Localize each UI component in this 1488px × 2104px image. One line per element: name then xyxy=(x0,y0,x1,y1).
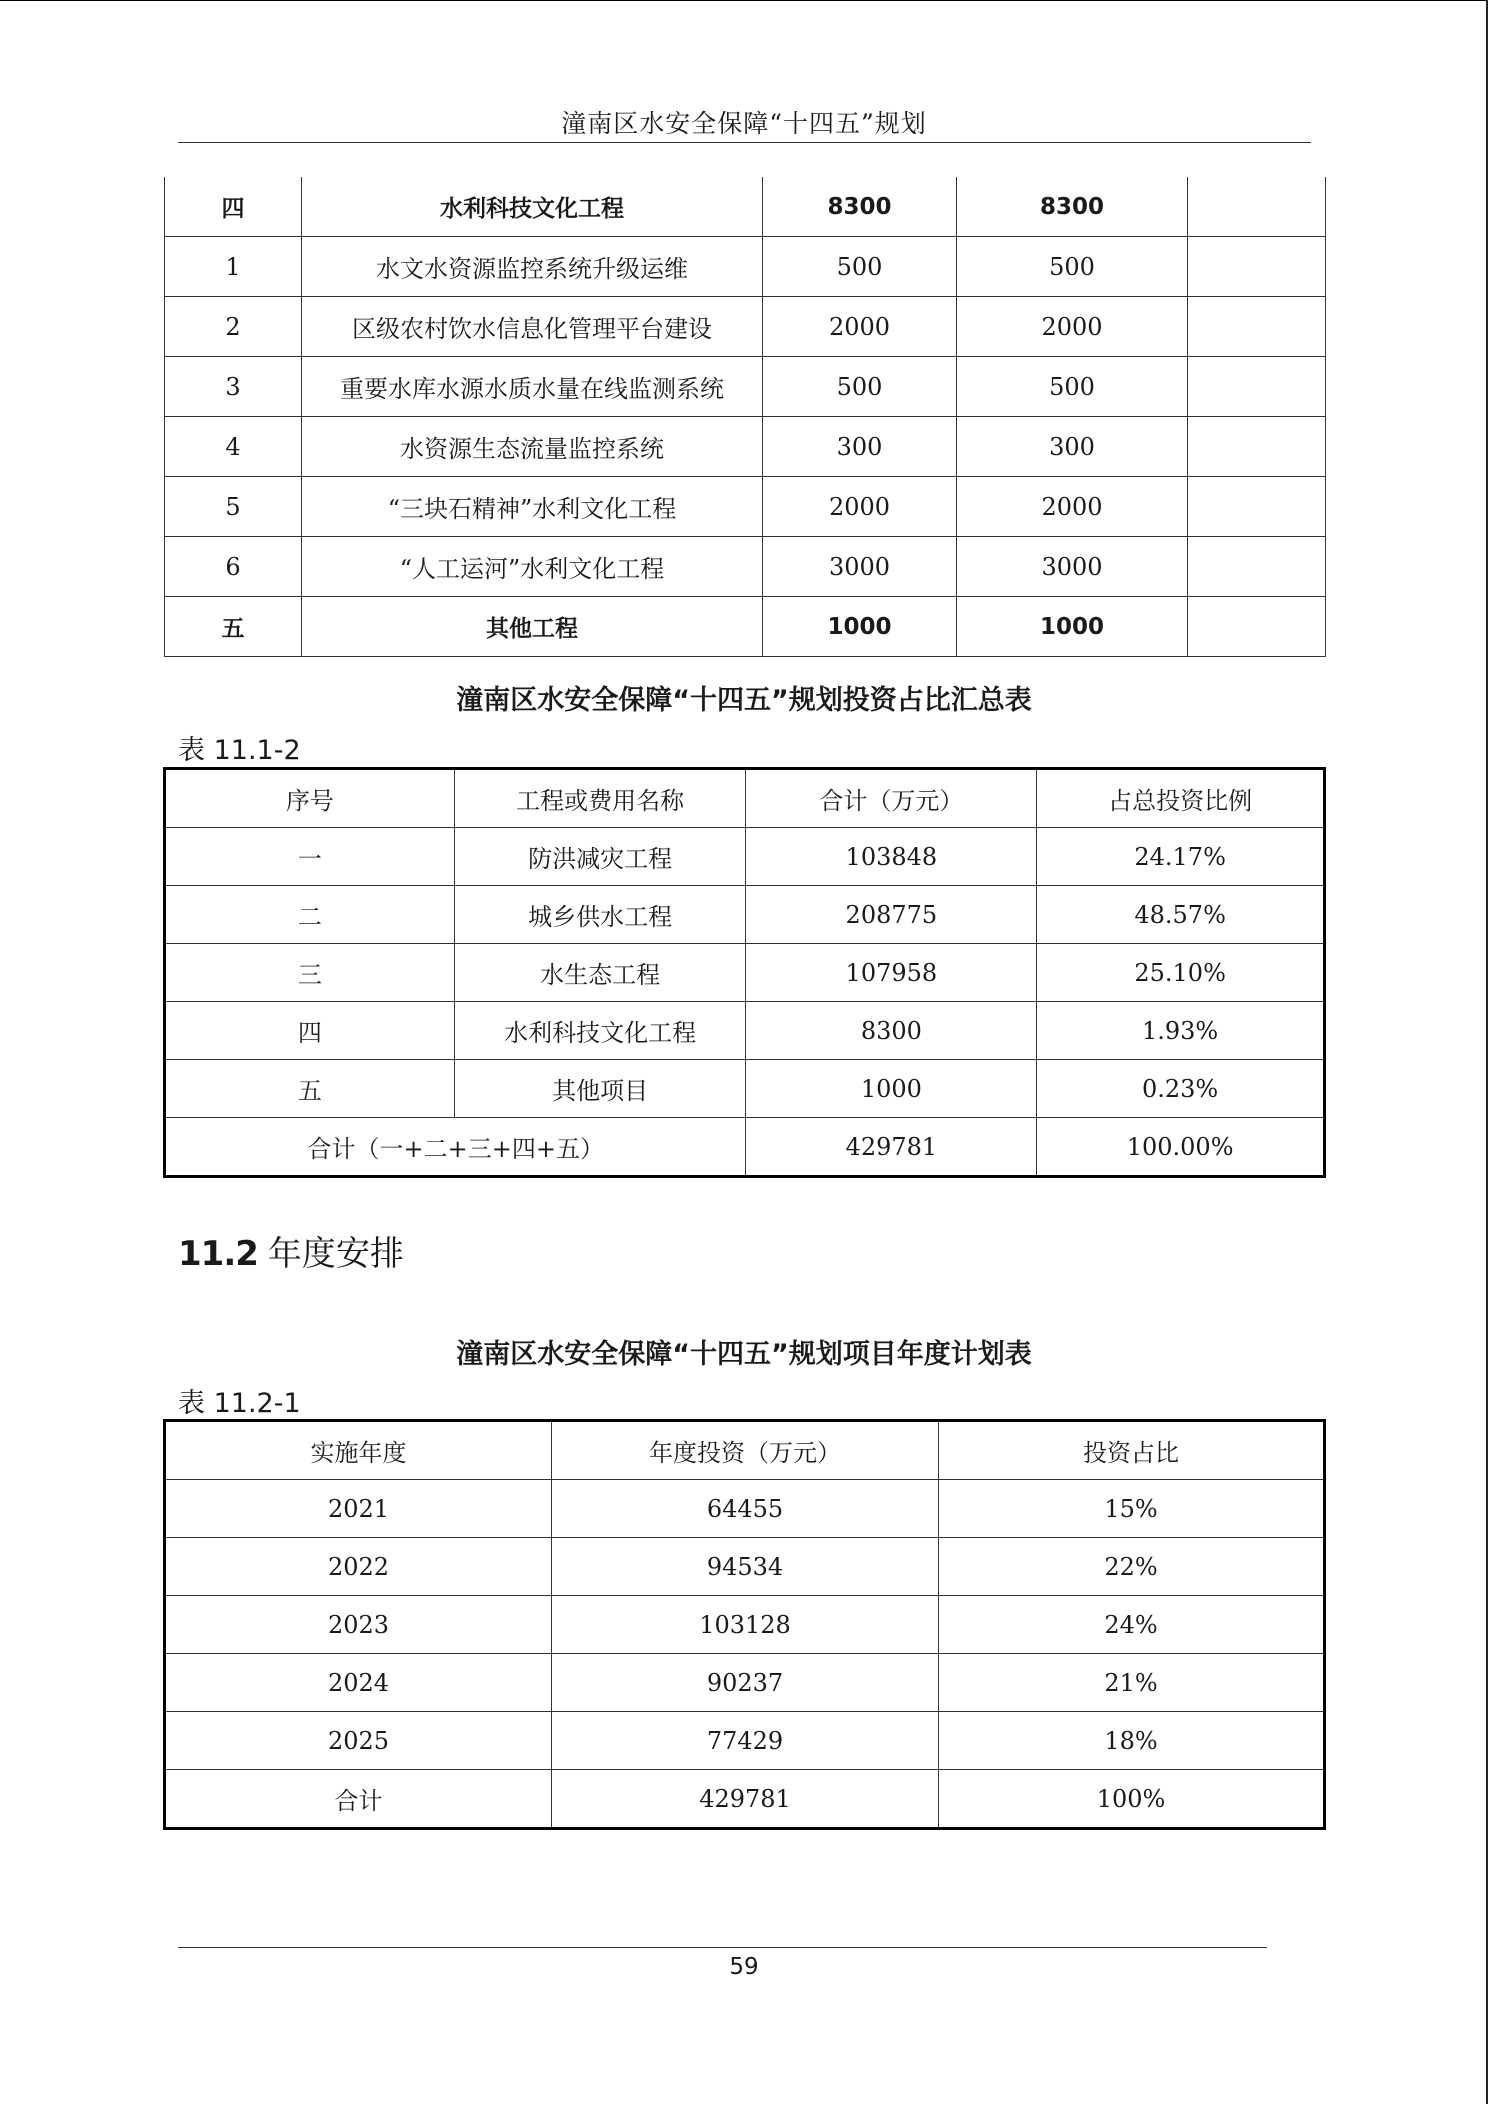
cell-invest: 103128 xyxy=(552,1596,939,1654)
cell-ratio: 15% xyxy=(939,1480,1325,1538)
cell-total: 8300 xyxy=(746,1002,1037,1060)
cell-ratio: 100% xyxy=(939,1770,1325,1829)
cell-name: 区级农村饮水信息化管理平台建设 xyxy=(302,297,763,357)
cell-ratio: 24% xyxy=(939,1596,1325,1654)
cell-v1: 3000 xyxy=(763,537,957,597)
cell-note xyxy=(1188,477,1326,537)
table-row xyxy=(165,1654,1325,1712)
cell-ratio: 1.93% xyxy=(1037,1002,1325,1060)
summary-table-label: 表 11.1-2 xyxy=(178,735,301,766)
table-header-row xyxy=(165,1421,1325,1480)
cell-v1: 2000 xyxy=(763,477,957,537)
annual-plan-table xyxy=(163,1419,1326,1830)
cell-name: 水利科技文化工程 xyxy=(454,1002,746,1060)
cell-year: 合计 xyxy=(165,1770,552,1829)
cell-ratio: 48.57% xyxy=(1037,886,1325,944)
cell-ratio: 24.17% xyxy=(1037,828,1325,886)
table-row xyxy=(165,297,1326,357)
cell-no: 五 xyxy=(165,1060,455,1118)
cell-no: 四 xyxy=(165,1002,455,1060)
cell-v1: 2000 xyxy=(763,297,957,357)
header-divider xyxy=(178,142,1311,143)
cell-note xyxy=(1188,597,1326,657)
table-row xyxy=(165,597,1326,657)
cell-no: 3 xyxy=(165,357,302,417)
header-cell: 占总投资比例 xyxy=(1037,769,1325,828)
total-ratio-cell: 100.00% xyxy=(1037,1118,1325,1177)
page-number: 59 xyxy=(729,1954,759,1980)
page-header-title: 潼南区水安全保障“十四五”规划 xyxy=(561,109,927,138)
table-total-row xyxy=(165,1118,1325,1177)
cell-invest: 64455 xyxy=(552,1480,939,1538)
cell-year: 2023 xyxy=(165,1596,552,1654)
cell-no: 5 xyxy=(165,477,302,537)
cell-v2: 3000 xyxy=(957,537,1188,597)
cell-v1: 500 xyxy=(763,357,957,417)
table-row xyxy=(165,537,1326,597)
cell-total: 107958 xyxy=(746,944,1037,1002)
table-row xyxy=(165,944,1325,1002)
annual-table-caption: 潼南区水安全保障“十四五”规划项目年度计划表 xyxy=(456,1339,1032,1370)
cell-note xyxy=(1188,417,1326,477)
cell-note xyxy=(1188,357,1326,417)
cell-invest: 90237 xyxy=(552,1654,939,1712)
table-row xyxy=(165,1770,1325,1829)
summary-investment-table xyxy=(163,767,1326,1178)
table-row xyxy=(165,1538,1325,1596)
cell-no: 6 xyxy=(165,537,302,597)
cell-ratio: 0.23% xyxy=(1037,1060,1325,1118)
header-cell: 年度投资（万元） xyxy=(552,1421,939,1480)
cell-name: 水文水资源监控系统升级运维 xyxy=(302,237,763,297)
cell-no: 三 xyxy=(165,944,455,1002)
table-row xyxy=(165,477,1326,537)
cell-no: 1 xyxy=(165,237,302,297)
cell-note xyxy=(1188,177,1326,237)
cell-note xyxy=(1188,297,1326,357)
cell-ratio: 21% xyxy=(939,1654,1325,1712)
cell-name: 水资源生态流量监控系统 xyxy=(302,417,763,477)
cell-v2: 8300 xyxy=(957,177,1188,237)
cell-year: 2021 xyxy=(165,1480,552,1538)
cell-v1: 8300 xyxy=(763,177,957,237)
annual-table-label: 表 11.2-1 xyxy=(178,1388,301,1419)
cell-no: 4 xyxy=(165,417,302,477)
cell-year: 2025 xyxy=(165,1712,552,1770)
table-row xyxy=(165,1060,1325,1118)
table-row xyxy=(165,886,1325,944)
cell-v2: 2000 xyxy=(957,297,1188,357)
header-cell: 工程或费用名称 xyxy=(454,769,746,828)
cell-invest: 77429 xyxy=(552,1712,939,1770)
cell-no: 一 xyxy=(165,828,455,886)
summary-table-caption: 潼南区水安全保障“十四五”规划投资占比汇总表 xyxy=(456,685,1032,716)
section-title: 年度安排 xyxy=(267,1234,404,1274)
cell-no: 2 xyxy=(165,297,302,357)
cell-v2: 300 xyxy=(957,417,1188,477)
cell-v2: 2000 xyxy=(957,477,1188,537)
table-header-row xyxy=(165,769,1325,828)
table-row xyxy=(165,237,1326,297)
cell-name: 重要水库水源水质水量在线监测系统 xyxy=(302,357,763,417)
cell-ratio: 25.10% xyxy=(1037,944,1325,1002)
header-cell: 合计（万元） xyxy=(746,769,1037,828)
total-label-cell: 合计（一+二+三+四+五） xyxy=(165,1118,746,1177)
cell-total: 1000 xyxy=(746,1060,1037,1118)
section-heading xyxy=(178,1226,404,1275)
cell-ratio: 18% xyxy=(939,1712,1325,1770)
table-row xyxy=(165,1480,1325,1538)
cell-name: “人工运河”水利文化工程 xyxy=(302,537,763,597)
cell-ratio: 22% xyxy=(939,1538,1325,1596)
cell-year: 2022 xyxy=(165,1538,552,1596)
cell-v2: 500 xyxy=(957,357,1188,417)
table-row xyxy=(165,828,1325,886)
cell-name: “三块石精神”水利文化工程 xyxy=(302,477,763,537)
cell-v1: 300 xyxy=(763,417,957,477)
header-cell: 投资占比 xyxy=(939,1421,1325,1480)
cell-name: 其他项目 xyxy=(454,1060,746,1118)
cell-v2: 1000 xyxy=(957,597,1188,657)
cell-name: 城乡供水工程 xyxy=(454,886,746,944)
header-cell: 序号 xyxy=(165,769,455,828)
header-cell: 实施年度 xyxy=(165,1421,552,1480)
page-top-border xyxy=(0,0,1488,1)
cell-note xyxy=(1188,237,1326,297)
cell-invest: 94534 xyxy=(552,1538,939,1596)
table-row xyxy=(165,417,1326,477)
cell-total: 103848 xyxy=(746,828,1037,886)
continuation-investment-table xyxy=(164,177,1326,657)
table-row xyxy=(165,1712,1325,1770)
cell-no: 四 xyxy=(165,177,302,237)
cell-name: 其他工程 xyxy=(302,597,763,657)
section-number: 11.2 xyxy=(178,1234,258,1274)
cell-name: 水利科技文化工程 xyxy=(302,177,763,237)
cell-no: 五 xyxy=(165,597,302,657)
cell-invest: 429781 xyxy=(552,1770,939,1829)
table-row xyxy=(165,177,1326,237)
cell-name: 水生态工程 xyxy=(454,944,746,1002)
cell-v1: 500 xyxy=(763,237,957,297)
table-row xyxy=(165,1596,1325,1654)
total-amount-cell: 429781 xyxy=(746,1118,1037,1177)
cell-year: 2024 xyxy=(165,1654,552,1712)
cell-v2: 500 xyxy=(957,237,1188,297)
cell-no: 二 xyxy=(165,886,455,944)
cell-v1: 1000 xyxy=(763,597,957,657)
cell-note xyxy=(1188,537,1326,597)
cell-name: 防洪减灾工程 xyxy=(454,828,746,886)
footer-divider xyxy=(178,1947,1267,1948)
table-row xyxy=(165,357,1326,417)
table-row xyxy=(165,1002,1325,1060)
cell-total: 208775 xyxy=(746,886,1037,944)
